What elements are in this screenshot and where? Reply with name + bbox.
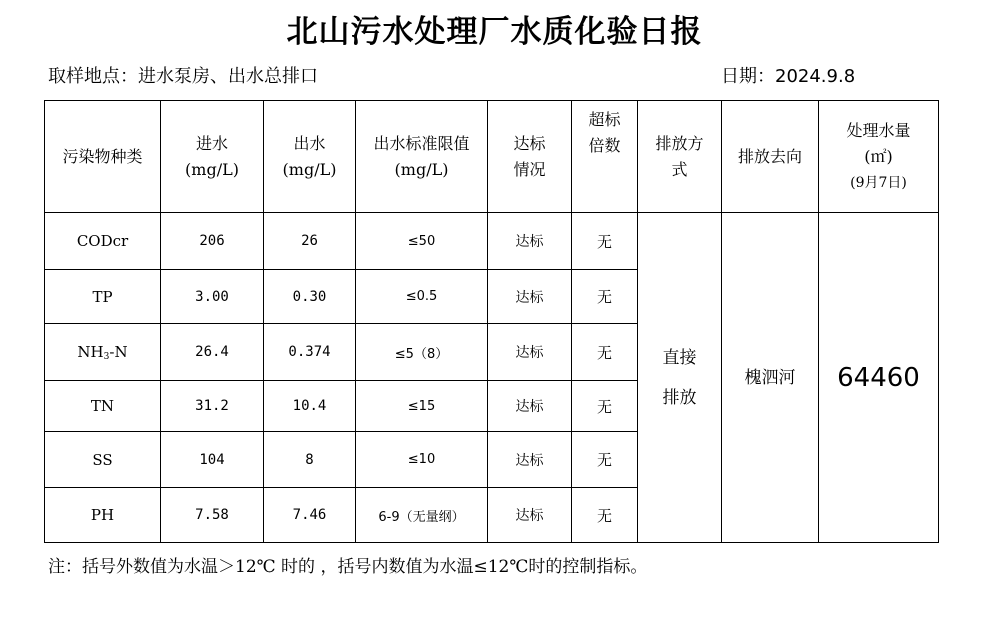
- exceed-value: 无: [572, 488, 638, 543]
- exceed-value: 无: [572, 381, 638, 432]
- header-row: [45, 101, 939, 213]
- influent-value: 26.4: [161, 324, 264, 381]
- header-limit: 出水标准限值 (mg/L): [356, 101, 488, 213]
- pollutant-name: PH: [45, 488, 161, 543]
- influent-value: 7.58: [161, 488, 264, 543]
- limit-value: ≤0.5: [356, 270, 488, 324]
- pollutant-name: SS: [45, 432, 161, 488]
- pollutant-name: CODcr: [45, 213, 161, 270]
- exceed-value: 无: [572, 213, 638, 270]
- limit-value: ≤10: [356, 432, 488, 488]
- footnote: 注：括号外数值为水温＞12℃ 时的 ，括号内数值为水温≤12℃时的控制指标。: [48, 557, 648, 577]
- limit-value: 6-9（无量纲）: [356, 488, 488, 543]
- header-exceed: 超标 倍数: [572, 101, 638, 213]
- header-discharge-mode: 排放方 式: [638, 101, 722, 213]
- limit-value: ≤5（8）: [356, 324, 488, 381]
- exceed-value: 无: [572, 324, 638, 381]
- limit-value: ≤50: [356, 213, 488, 270]
- header-effluent: 出水 (mg/L): [264, 101, 356, 213]
- influent-value: 104: [161, 432, 264, 488]
- limit-value: ≤15: [356, 381, 488, 432]
- pollutant-name: $NH_3-N$: [45, 324, 161, 381]
- header-volume: 处理水量 (㎡) (9月7日): [819, 101, 939, 213]
- header-destination: 排放去向: [722, 101, 819, 213]
- pollutant-name: TN: [45, 381, 161, 432]
- effluent-value: 0.374: [264, 324, 356, 381]
- discharge-mode: 直接 排放: [638, 213, 722, 543]
- table-row: [45, 213, 939, 270]
- discharge-destination: 槐泗河: [722, 213, 819, 543]
- status-value: 达标: [488, 270, 572, 324]
- influent-value: 206: [161, 213, 264, 270]
- treated-volume: 64460: [819, 213, 939, 543]
- influent-value: 3.00: [161, 270, 264, 324]
- exceed-value: 无: [572, 270, 638, 324]
- sampling-location: 取样地点：进水泵房、出水总排口: [48, 66, 318, 87]
- report-title: 北山污水处理厂水质化验日报: [286, 14, 703, 50]
- status-value: 达标: [488, 488, 572, 543]
- report-date: 日期：2024.9.8: [721, 66, 856, 87]
- status-value: 达标: [488, 381, 572, 432]
- status-value: 达标: [488, 324, 572, 381]
- header-influent: 进水 (mg/L): [161, 101, 264, 213]
- influent-value: 31.2: [161, 381, 264, 432]
- effluent-value: 8: [264, 432, 356, 488]
- effluent-value: 7.46: [264, 488, 356, 543]
- header-pollutant: 污染物种类: [45, 101, 161, 213]
- effluent-value: 26: [264, 213, 356, 270]
- effluent-value: 0.30: [264, 270, 356, 324]
- status-value: 达标: [488, 213, 572, 270]
- water-quality-table: [44, 100, 939, 543]
- status-value: 达标: [488, 432, 572, 488]
- header-status: 达标 情况: [488, 101, 572, 213]
- pollutant-name: TP: [45, 270, 161, 324]
- effluent-value: 10.4: [264, 381, 356, 432]
- exceed-value: 无: [572, 432, 638, 488]
